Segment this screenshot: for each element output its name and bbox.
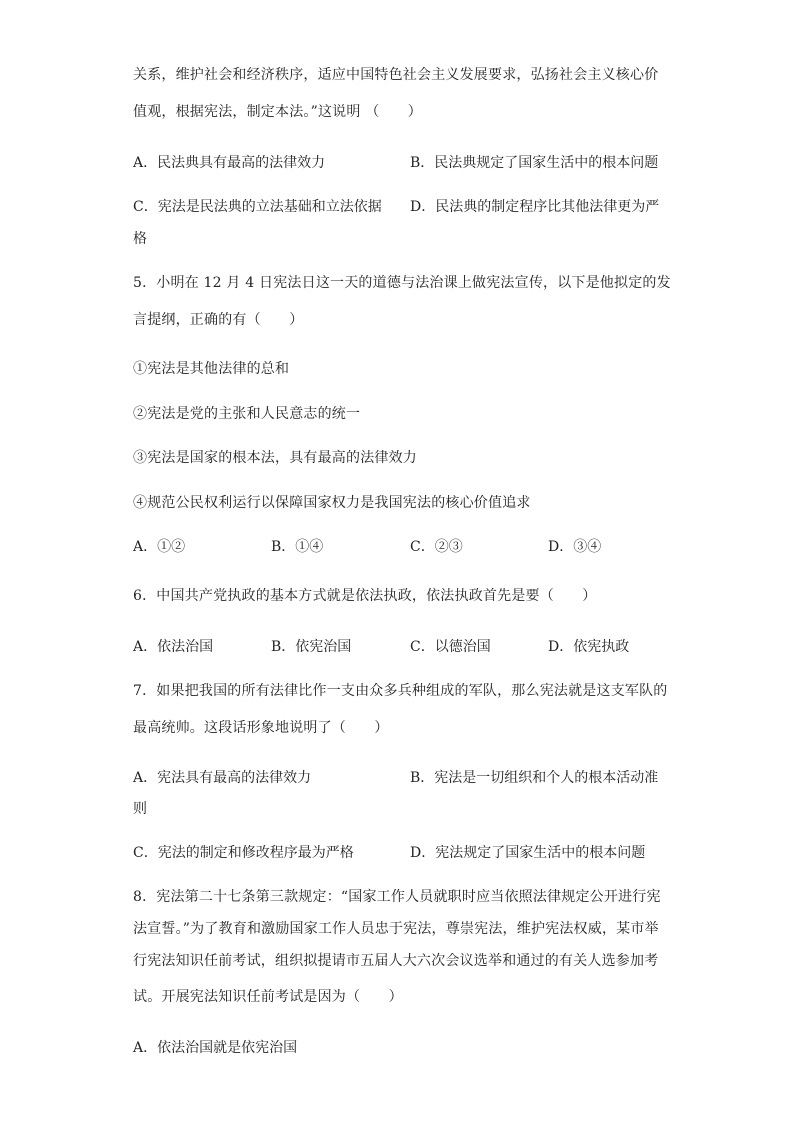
option-c: C．②③ xyxy=(410,539,463,555)
option-a: A．民法典具有最高的法律效力 xyxy=(133,155,326,171)
option-c: C．宪法是民法典的立法基础和立法依据 xyxy=(133,199,382,215)
question-8-text: 行宪法知识任前考试，组织拟提请市五届人大六次会议选举和通过的有关人选参加考 xyxy=(133,953,659,969)
option-d-continuation: 格 xyxy=(133,231,147,247)
statement-item: ③宪法是国家的根本法，具有最高的法律效力 xyxy=(133,450,417,466)
option-b: B．依宪治国 xyxy=(271,639,352,655)
question-5-text: 言提纲，正确的有（ ） xyxy=(133,312,304,328)
option-d: D．③④ xyxy=(548,539,602,555)
option-a: A．依法治国 xyxy=(133,639,214,655)
option-c: C．以德治国 xyxy=(410,639,491,655)
question-6-text: 6．中国共产党执政的基本方式就是依法执政，依法执政首先是要（ ） xyxy=(133,588,597,604)
option-d: D．依宪执政 xyxy=(548,639,630,655)
question-8-text: 试。开展宪法知识任前考试是因为（ ） xyxy=(133,989,403,1005)
option-c: C．宪法的制定和修改程序最为严格 xyxy=(133,845,354,861)
option-d: D．民法典的制定程序比其他法律更为严 xyxy=(410,199,660,215)
option-b: B．民法典规定了国家生活中的根本问题 xyxy=(410,155,659,171)
question-5-text: 5．小明在 12 月 4 日宪法日这一天的道德与法治课上做宪法宣传，以下是他拟定的发 xyxy=(133,275,671,291)
option-a: A．依法治国就是依宪治国 xyxy=(133,1040,298,1056)
question-7-text: 最高统帅。这段话形象地说明了（ ） xyxy=(133,720,389,736)
question-7-text: 7．如果把我国的所有法律比作一支由众多兵种组成的军队，那么宪法就是这支军队的 xyxy=(133,683,668,699)
statement-item: ④规范公民权利运行以保障国家权力是我国宪法的核心价值追求 xyxy=(133,495,531,511)
option-b: B．宪法是一切组织和个人的根本活动准 xyxy=(410,770,659,786)
option-b-continuation: 则 xyxy=(133,801,147,817)
question-8-text: 8．宪法第二十七条第三款规定：“国家工作人员就职时应当依照法律规定公开进行宪 xyxy=(133,889,661,905)
option-b: B．①④ xyxy=(271,539,324,555)
option-a: A．①② xyxy=(133,539,186,555)
question-text-line: 值观，根据宪法，制定本法。”这说明 （ ） xyxy=(133,104,423,120)
option-d: D．宪法规定了国家生活中的根本问题 xyxy=(410,845,646,861)
question-8-text: 法宣誓。”为了教育和激励国家工作人员忠于宪法，尊崇宪法，维护宪法权威，某市举 xyxy=(133,921,659,937)
question-text-line: 关系，维护社会和经济秩序，适应中国特色社会主义发展要求，弘扬社会主义核心价 xyxy=(133,67,659,83)
option-a: A．宪法具有最高的法律效力 xyxy=(133,770,312,786)
statement-item: ①宪法是其他法律的总和 xyxy=(133,361,290,377)
statement-item: ②宪法是党的主张和人民意志的统一 xyxy=(133,406,361,422)
